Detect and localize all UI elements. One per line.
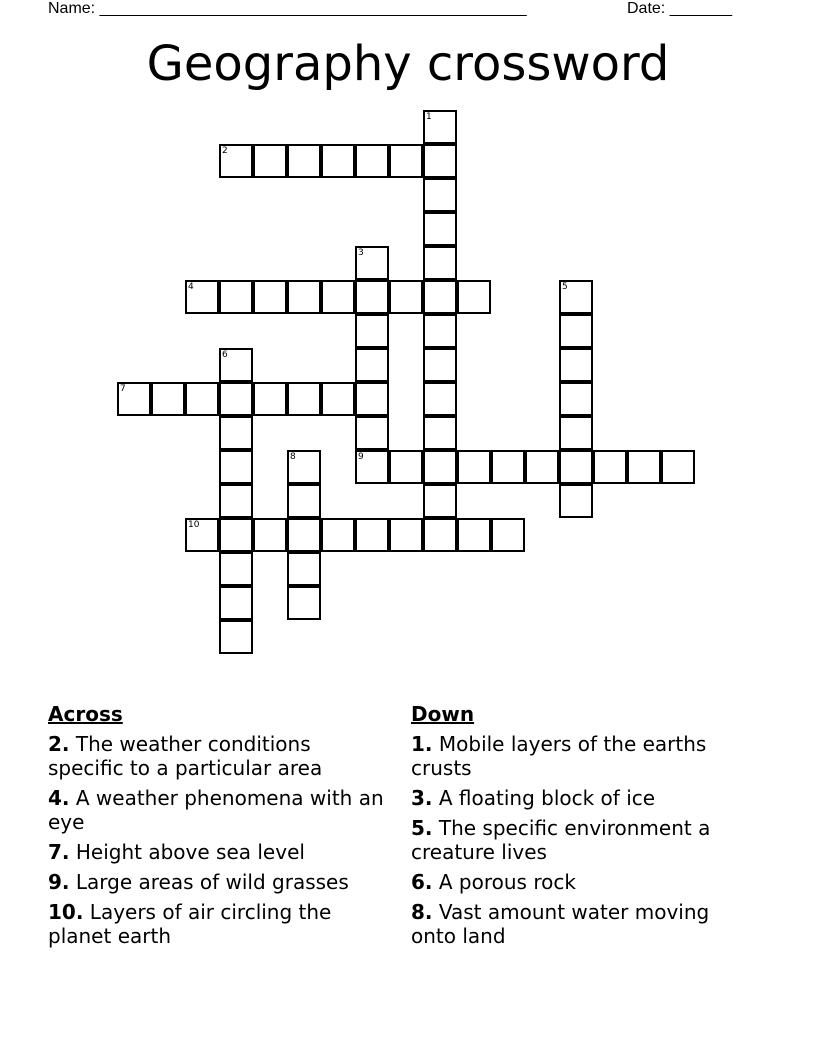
grid-cell[interactable] [423, 450, 457, 484]
grid-cell[interactable] [185, 280, 219, 314]
clue-across-7 [48, 840, 388, 864]
clue-number: 3. [411, 786, 433, 810]
grid-cell[interactable] [423, 280, 457, 314]
cell-number: 8 [290, 452, 296, 462]
grid-cell[interactable] [593, 450, 627, 484]
page-title: Geography crossword [146, 36, 670, 92]
clue-number: 2. [48, 732, 70, 756]
grid-cell[interactable] [423, 144, 457, 178]
across-clues [48, 702, 388, 954]
grid-cell[interactable] [219, 144, 253, 178]
grid-cell[interactable] [423, 348, 457, 382]
grid-cell[interactable] [185, 382, 219, 416]
grid-cell[interactable] [219, 348, 253, 382]
grid-cell[interactable] [389, 144, 423, 178]
grid-cell[interactable] [355, 416, 389, 450]
clue-down-6 [411, 870, 751, 894]
grid-cell[interactable] [253, 144, 287, 178]
grid-cell[interactable] [389, 450, 423, 484]
clue-down-8 [411, 900, 751, 948]
cell-number: 5 [562, 282, 568, 292]
clue-number: 1. [411, 732, 433, 756]
clue-down-3 [411, 786, 751, 810]
grid-cell[interactable] [423, 110, 457, 144]
date-field[interactable]: Date: _______ [627, 0, 732, 17]
grid-cell[interactable] [287, 280, 321, 314]
grid-cell[interactable] [287, 450, 321, 484]
grid-cell[interactable] [457, 450, 491, 484]
cell-number: 10 [188, 520, 200, 530]
grid-cell[interactable] [355, 450, 389, 484]
grid-cell[interactable] [219, 552, 253, 586]
clue-text: Mobile layers of the earths crusts [411, 732, 707, 780]
grid-cell[interactable] [457, 280, 491, 314]
grid-cell[interactable] [117, 382, 151, 416]
clue-text: The weather conditions specific to a particular area [48, 732, 323, 780]
clue-across-10 [48, 900, 388, 948]
grid-cell[interactable] [559, 348, 593, 382]
grid-cell[interactable] [559, 416, 593, 450]
clue-text: A weather phenomena with an eye [48, 786, 384, 834]
name-field[interactable]: Name: ________________________________________________ [48, 0, 527, 17]
clue-text: A floating block of ice [438, 786, 656, 810]
down-heading: Down [411, 702, 475, 726]
grid-cell[interactable] [389, 280, 423, 314]
clue-down-5 [411, 816, 751, 864]
grid-cell[interactable] [423, 518, 457, 552]
cell-number: 2 [222, 146, 228, 156]
grid-cell[interactable] [287, 552, 321, 586]
cell-number: 7 [120, 384, 126, 394]
grid-cell[interactable] [661, 450, 695, 484]
grid-cell[interactable] [559, 382, 593, 416]
clue-number: 10. [48, 900, 84, 924]
grid-cell[interactable] [423, 382, 457, 416]
grid-cell[interactable] [321, 382, 355, 416]
grid-cell[interactable] [185, 518, 219, 552]
grid-cell[interactable] [219, 620, 253, 654]
grid-cell[interactable] [219, 586, 253, 620]
grid-cell[interactable] [559, 484, 593, 518]
grid-cell[interactable] [321, 518, 355, 552]
grid-cell[interactable] [491, 518, 525, 552]
grid-cell[interactable] [423, 178, 457, 212]
grid-cell[interactable] [253, 382, 287, 416]
grid-cell[interactable] [423, 484, 457, 518]
grid-cell[interactable] [219, 382, 253, 416]
clue-number: 4. [48, 786, 70, 810]
clue-text: Height above sea level [75, 840, 305, 864]
grid-cell[interactable] [457, 518, 491, 552]
grid-cell[interactable] [423, 416, 457, 450]
grid-cell[interactable] [355, 518, 389, 552]
grid-cell[interactable] [627, 450, 661, 484]
clue-text: Layers of air circling the planet earth [48, 900, 332, 948]
cell-number: 9 [358, 452, 364, 462]
clue-text: Vast amount water moving onto land [411, 900, 710, 948]
clue-text: The specific environment a creature lives [411, 816, 711, 864]
clue-number: 9. [48, 870, 70, 894]
grid-cell[interactable] [287, 586, 321, 620]
grid-cell[interactable] [287, 484, 321, 518]
grid-cell[interactable] [355, 280, 389, 314]
clue-text: Large areas of wild grasses [75, 870, 349, 894]
clue-number: 7. [48, 840, 70, 864]
grid-cell[interactable] [253, 280, 287, 314]
cell-number: 1 [426, 112, 432, 122]
grid-cell[interactable] [559, 314, 593, 348]
grid-cell[interactable] [491, 450, 525, 484]
grid-cell[interactable] [525, 450, 559, 484]
grid-cell[interactable] [355, 144, 389, 178]
grid-cell[interactable] [219, 518, 253, 552]
clue-across-4 [48, 786, 388, 834]
down-clues [411, 702, 751, 954]
grid-cell[interactable] [321, 280, 355, 314]
grid-cell[interactable] [219, 416, 253, 450]
grid-cell[interactable] [321, 144, 355, 178]
cell-number: 6 [222, 350, 228, 360]
clue-number: 8. [411, 900, 433, 924]
grid-cell[interactable] [423, 246, 457, 280]
grid-cell[interactable] [389, 518, 423, 552]
clue-across-2 [48, 732, 388, 780]
clue-number: 5. [411, 816, 433, 840]
grid-cell[interactable] [151, 382, 185, 416]
clue-text: A porous rock [438, 870, 576, 894]
cell-number: 4 [188, 282, 194, 292]
grid-cell[interactable] [355, 246, 389, 280]
across-heading: Across [48, 702, 123, 726]
grid-cell[interactable] [355, 314, 389, 348]
clue-down-1 [411, 732, 751, 780]
grid-cell[interactable] [287, 518, 321, 552]
grid-cell[interactable] [219, 484, 253, 518]
grid-cell[interactable] [423, 212, 457, 246]
grid-cell[interactable] [287, 144, 321, 178]
grid-cell[interactable] [423, 314, 457, 348]
grid-cell[interactable] [559, 280, 593, 314]
cell-number: 3 [358, 248, 364, 258]
grid-cell[interactable] [355, 348, 389, 382]
grid-cell[interactable] [355, 382, 389, 416]
grid-cell[interactable] [559, 450, 593, 484]
grid-cell[interactable] [253, 518, 287, 552]
clue-number: 6. [411, 870, 433, 894]
grid-cell[interactable] [219, 280, 253, 314]
grid-cell[interactable] [287, 382, 321, 416]
clue-across-9 [48, 870, 388, 894]
grid-cell[interactable] [219, 450, 253, 484]
